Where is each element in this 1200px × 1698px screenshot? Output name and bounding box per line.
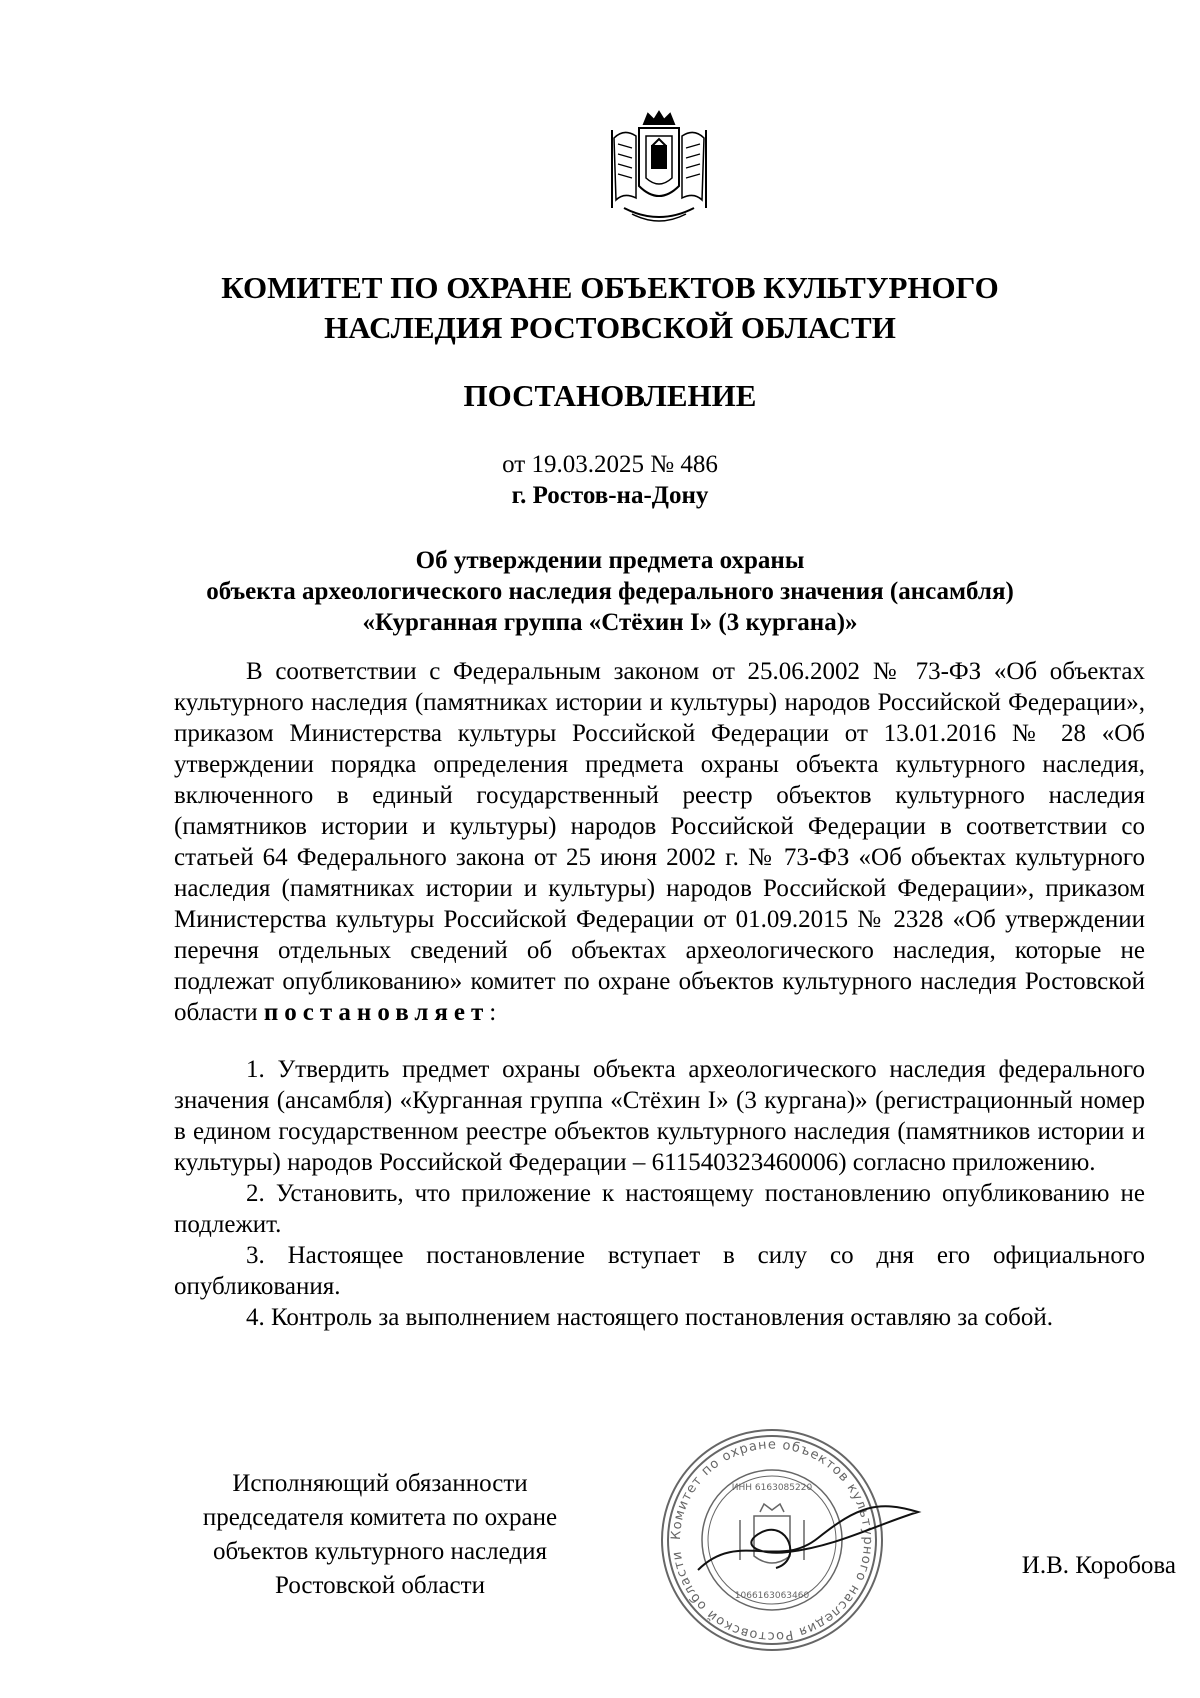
signatory-name: И.В. Коробова <box>1021 1552 1176 1579</box>
city: г. Ростов-на-Дону <box>511 482 709 509</box>
organization-name-line2: НАСЛЕДИЯ РОСТОВСКОЙ ОБЛАСТИ <box>324 310 896 345</box>
list-item: 2. Установить, что приложение к настоящему постановлению опубликованию не подлежит. <box>174 1180 1145 1238</box>
resolves-word: постановляет <box>263 999 490 1026</box>
date-and-number: от 19.03.2025 № 486 <box>502 451 718 478</box>
list-item: 3. Настоящее постановление вступает в силу со дня его официального опубликования. <box>174 1242 1145 1300</box>
subject-line3: «Курганная группа «Стёхин I» (3 кургана)» <box>362 609 858 636</box>
document-subject <box>150 545 1070 638</box>
document-type: ПОСТАНОВЛЕНИЕ <box>463 378 757 413</box>
document-body <box>174 656 1145 1333</box>
organization-name-line1: КОМИТЕТ ПО ОХРАНЕ ОБЪЕКТОВ КУЛЬТУРНОГО <box>221 270 999 305</box>
seal-outer-text: Комитет по охране объектов культурного наследия Ростовской области <box>668 1437 876 1644</box>
signatory-position-line3: объектов культурного наследия <box>213 1538 547 1565</box>
list-item: 1. Утвердить предмет охраны объекта археологического наследия федерального значения (ансамбля) «Курганная группа «Стёхин I» (3 кургана)» (регистрационный номер в едином государственном реестре объектов культурного наследия (памятников истории и культуры) народов Российской Федерации – 611540323460006) согласно приложению. <box>174 1056 1145 1176</box>
svg-text:Комитет по охране объектов кул <box>669 1437 875 1643</box>
handwritten-signature <box>698 1506 918 1570</box>
preamble-paragraph <box>174 656 1145 1028</box>
list-item: 4. Контроль за выполнением настоящего постановления оставляю за собой. <box>246 1304 1053 1331</box>
seal-ogrn-text: 1066163063460 <box>734 1591 810 1601</box>
preamble-colon: : <box>489 999 497 1026</box>
signatory-position-line4: Ростовской области <box>275 1572 485 1599</box>
subject-line2: объекта археологического наследия федерального значения (ансамбля) <box>206 578 1014 605</box>
signatory-position-line1: Исполняющий обязанности <box>232 1470 528 1497</box>
signatory-position-line2: председателя комитета по охране <box>202 1504 558 1531</box>
official-seal-stamp <box>628 1420 928 1660</box>
organization-name <box>150 268 1070 348</box>
signatory-position <box>160 1467 600 1603</box>
subject-line1: Об утверждении предмета охраны <box>415 547 805 574</box>
rostov-region-coat-of-arms-icon <box>604 108 714 228</box>
seal-inn-text: ИНН 6163085220 <box>731 1483 813 1493</box>
preamble-text: В соответствии с Федеральным законом от 25.06.2002 № 73-ФЗ «Об объектах культурного наследия (памятниках истории и культуры) народов Российской Федерации», приказом Министерства культуры Российской Федерации от 13.01.2016 № 28 «Об утверждении порядка определения предмета охраны объекта культурного наследия, включенного в единый государственный реестр объектов культурного наследия (памятников истории и культуры) народов Российской Федерации в соответствии со статьей 64 Федерального закона от 25 июня 2002 г. № 73-ФЗ «Об объектах культурного наследия (памятниках истории и культуры) народов Российской Федерации», приказом Министерства культуры Российской Федерации от 01.09.2015 № 2328 «Об утверждении перечня отдельных сведений об объектах археологического наследия, которые не подлежат опубликованию» комитет по охране объектов культурного наследия Ростовской области <box>174 658 1145 1026</box>
